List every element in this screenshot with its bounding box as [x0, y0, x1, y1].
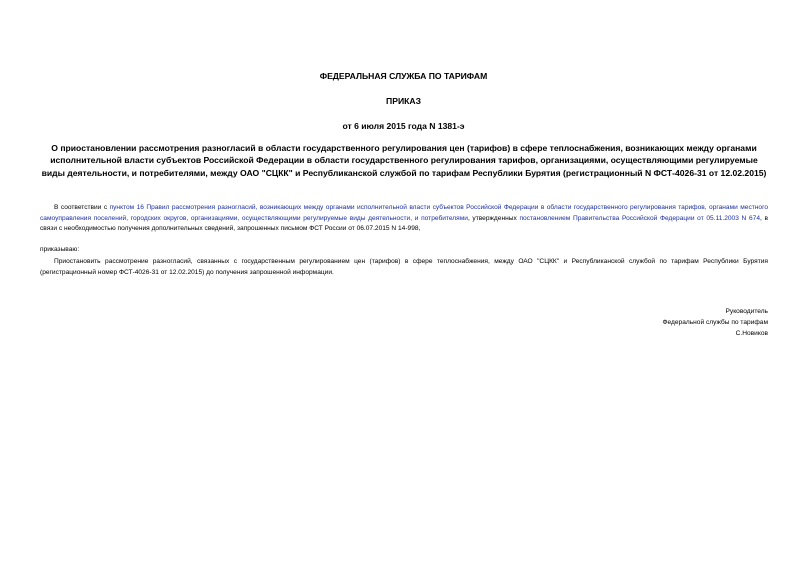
rules-clause-link[interactable]: пунктом 16 Правил рассмотрения разногласий, возникающих между органами исполнительной власти субъектов Российской Федерации в области государственного регулирования тарифов, органами местного самоуправления поселений, городских округов, организациями, осуществляющими регулируемые виды деятельности, и потребителями [40, 204, 768, 222]
document-title: О приостановлении рассмотрения разногласий в области государственного регулирования цен (тарифов) в сфере теплоснабжения, возникающих между органами исполнительной власти субъектов Российской Федерации в области государственного регулирования тарифов, организациями, осуществляющими регулируемые виды деятельности, и потребителями, между ОАО "СЦКК" и Республиканской службой по тарифам Республики Бурятия (регистрационный N ФСТ-4026-31 от 12.02.2015) [41, 143, 767, 178]
signatory-organization: Федеральной службы по тарифам [662, 319, 768, 326]
document-type: ПРИКАЗ [386, 96, 421, 106]
document-date: от 6 июля 2015 года N 1381-э [342, 121, 465, 131]
preamble-text-mid: , утвержденных [467, 214, 520, 222]
agency-heading: ФЕДЕРАЛЬНАЯ СЛУЖБА ПО ТАРИФАМ [319, 71, 488, 81]
order-keyword: приказываю: [40, 246, 80, 253]
preamble-text-start: В соответствии с [54, 204, 110, 211]
preamble-paragraph [40, 203, 768, 235]
signature-block [663, 306, 769, 339]
order-paragraph: Приостановить рассмотрение разногласий, связанных с государственным регулированием цен (тарифов) в сфере теплоснабжения, между ОАО "СЦКК" и Республиканской службой по тарифам Республики Бурятия (регистрационный номер ФСТ-4026-31 от 12.02.2015) до получения запрошенной информации. [40, 258, 768, 276]
preamble-text-end: , в связи с необходимостью получения дополнительных сведений, запрошенных письмом ФСТ России от 06.07.2015 N 14-998, [40, 214, 768, 233]
signatory-name: С.Новиков [735, 330, 768, 337]
signatory-position: Руководитель [725, 308, 768, 315]
government-decree-link[interactable]: постановлением Правительства Российской Федерации от 05.11.2003 N 674 [519, 214, 760, 222]
